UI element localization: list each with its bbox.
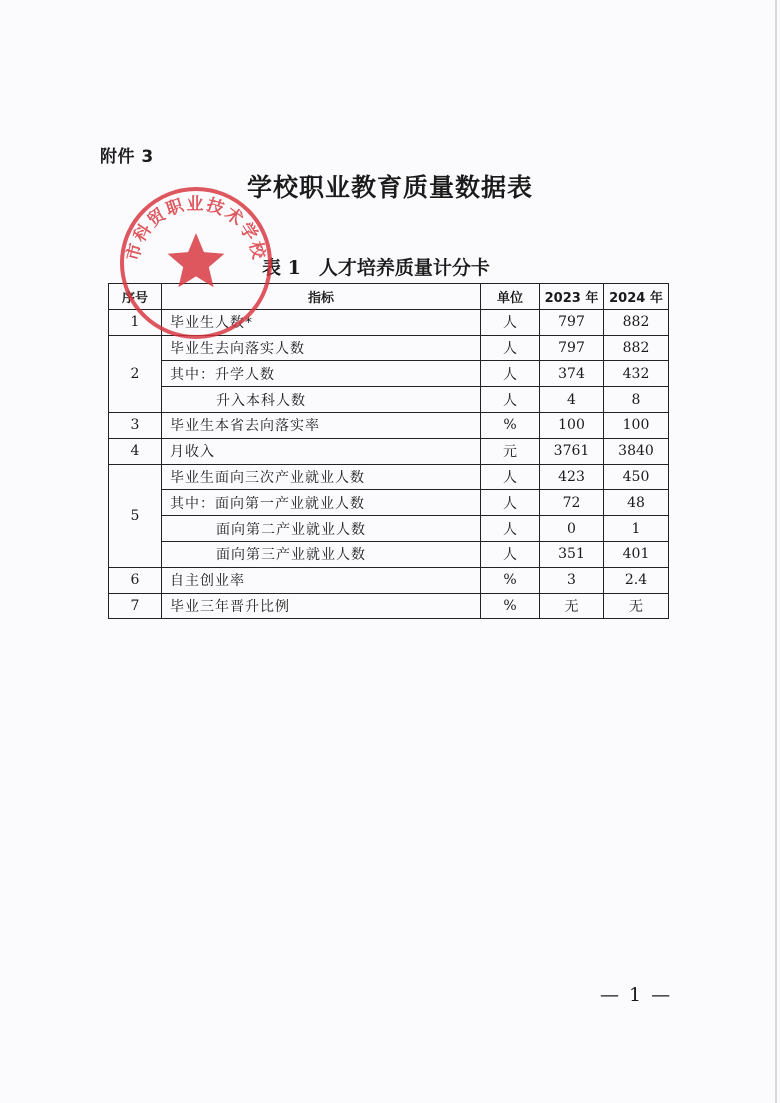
- row-indicator-text: 升入本科人数: [216, 392, 306, 409]
- row-unit: 元: [481, 438, 540, 464]
- header-unit: 单位: [481, 284, 540, 310]
- row-2024: 100: [604, 412, 669, 438]
- row-2023: 797: [540, 335, 604, 361]
- row-2023: 423: [540, 464, 604, 490]
- row-no: 5: [109, 464, 162, 567]
- table-row: [109, 490, 669, 516]
- table-row: [109, 387, 669, 413]
- row-unit: 人: [481, 361, 540, 387]
- row-2023: 351: [540, 541, 604, 567]
- row-2024: 882: [604, 309, 669, 335]
- table-row: [109, 593, 669, 619]
- row-2024: 无: [604, 593, 669, 619]
- row-2023: 3: [540, 567, 604, 593]
- row-2024: 450: [604, 464, 669, 490]
- row-indicator-text: 面向第二产业就业人数: [216, 521, 366, 538]
- table-row: [109, 567, 669, 593]
- document-title: 学校职业教育质量数据表: [246, 173, 533, 202]
- school-seal-stamp: [118, 185, 274, 341]
- row-2023: 72: [540, 490, 604, 516]
- row-no: 1: [109, 309, 162, 335]
- row-2023: 4: [540, 387, 604, 413]
- table-row: [109, 516, 669, 542]
- header-no: 序号: [109, 284, 162, 310]
- row-indicator: 自主创业率: [162, 567, 481, 593]
- row-indicator: 毕业生人数*: [162, 309, 481, 335]
- row-unit: %: [481, 567, 540, 593]
- row-2024: 48: [604, 490, 669, 516]
- table-title: [262, 253, 490, 280]
- row-unit: 人: [481, 387, 540, 413]
- row-indicator: 毕业生面向三次产业就业人数: [162, 464, 481, 490]
- row-2024: 3840: [604, 438, 669, 464]
- row-2023: 797: [540, 309, 604, 335]
- row-unit: 人: [481, 309, 540, 335]
- table-number: 表 1: [262, 257, 301, 279]
- row-2024: 401: [604, 541, 669, 567]
- row-unit: 人: [481, 335, 540, 361]
- row-indicator: [162, 516, 481, 542]
- table-name: 人才培养质量计分卡: [318, 257, 490, 279]
- row-2024: 2.4: [604, 567, 669, 593]
- row-no: 3: [109, 412, 162, 438]
- row-indicator: 其中：升学人数: [162, 361, 481, 387]
- table-row: [109, 438, 669, 464]
- header-2023: 2023 年: [540, 284, 604, 310]
- attachment-label: 附件 3: [100, 147, 154, 167]
- row-indicator-text: 面向第三产业就业人数: [216, 547, 366, 564]
- table-row: [109, 412, 669, 438]
- table-row: [109, 464, 669, 490]
- row-2023: 0: [540, 516, 604, 542]
- row-indicator: 毕业三年晋升比例: [162, 593, 481, 619]
- row-indicator: [162, 387, 481, 413]
- row-2024: 1: [604, 516, 669, 542]
- row-2024: 8: [604, 387, 669, 413]
- row-2023: 无: [540, 593, 604, 619]
- row-no: 4: [109, 438, 162, 464]
- row-no: 2: [109, 335, 162, 412]
- row-2023: 374: [540, 361, 604, 387]
- row-no: 7: [109, 593, 162, 619]
- row-2024: 432: [604, 361, 669, 387]
- seal-star-icon: [168, 233, 225, 287]
- table-row: [109, 541, 669, 567]
- page-edge-right: [775, 0, 777, 1103]
- row-indicator: 其中：面向第一产业就业人数: [162, 490, 481, 516]
- header-2024: 2024 年: [604, 284, 669, 310]
- row-indicator: 毕业生本省去向落实率: [162, 412, 481, 438]
- header-indicator: 指标: [162, 284, 481, 310]
- row-2024: 882: [604, 335, 669, 361]
- row-unit: %: [481, 412, 540, 438]
- row-unit: 人: [481, 464, 540, 490]
- table-row: [109, 361, 669, 387]
- row-indicator: 毕业生去向落实人数: [162, 335, 481, 361]
- seal-text-path: 市科贸职业技术学校: [122, 194, 270, 264]
- row-indicator: 月收入: [162, 438, 481, 464]
- row-2023: 100: [540, 412, 604, 438]
- row-unit: 人: [481, 490, 540, 516]
- row-unit: 人: [481, 516, 540, 542]
- row-unit: 人: [481, 541, 540, 567]
- page-number: — 1 —: [600, 984, 673, 1006]
- row-no: 6: [109, 567, 162, 593]
- row-indicator: [162, 541, 481, 567]
- row-unit: %: [481, 593, 540, 619]
- row-2023: 3761: [540, 438, 604, 464]
